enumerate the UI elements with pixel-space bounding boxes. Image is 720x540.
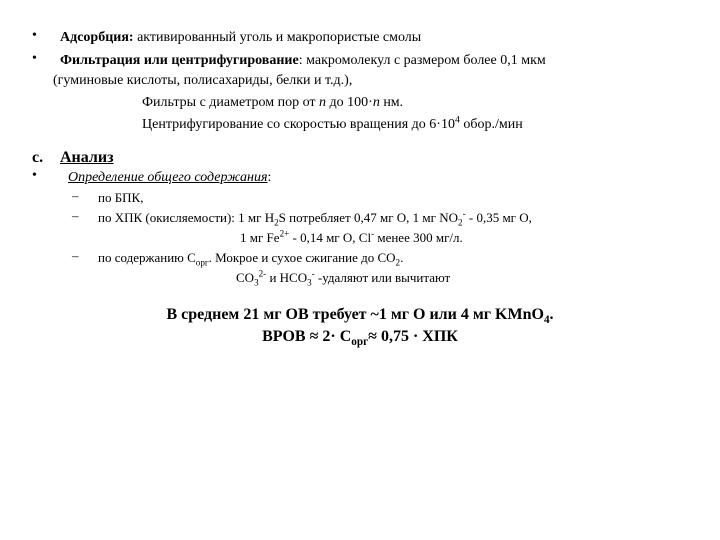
dash-icon: – bbox=[72, 208, 79, 223]
section-c-title: Анализ bbox=[60, 149, 114, 166]
list-item-cont: $CO_3^{2-}$ и $НСО_3^-$ -удаляют или вычитают bbox=[236, 268, 451, 288]
summary-line-1: В среднем 21 мг ОВ требует ~1 мг О или 4 мг KMnО$_4$. bbox=[166, 306, 554, 327]
general-title-line: Определение общего содержания: bbox=[68, 170, 272, 185]
section-c-label: c. bbox=[32, 149, 44, 166]
list-item: по ХПК (окисляемости): 1 мг $H_2S$ потребляет 0,47 мг О, 1 мг $NO_2^- - 0,35$ мг О, bbox=[98, 208, 532, 228]
bullet-icon: • bbox=[32, 51, 37, 66]
adsorption-text: активированный уголь и макропористые смолы bbox=[133, 30, 422, 45]
list-item-cont: 1 мг $Fe^{2+} - 0,14$ мг О, Cl- менее 300 мг/л. bbox=[240, 228, 463, 245]
bullet-icon: • bbox=[32, 28, 37, 43]
general-title: Определение общего содержания bbox=[68, 170, 268, 185]
adsorption-title: Адсорбция: bbox=[60, 30, 134, 45]
centrifuge-line: Центрифугирование со скоростью вращения до $6\cdot 10^4$ обор./мин bbox=[142, 114, 523, 132]
summary-line-2: ВРОВ ≈ $2\cdot С_{орг}\approx 0,75$ · ХПК bbox=[262, 328, 458, 349]
list-item: по содержанию $С_{орг}$. Мокрое и сухое сжигание до $СО_2$. bbox=[98, 250, 404, 268]
bullet-icon: • bbox=[32, 168, 37, 183]
filtration-text: : макромолекул с размером более 0,1 мкм bbox=[298, 53, 546, 68]
filters-line: Фильтры с диаметром пор от n до 100·n нм. bbox=[142, 95, 404, 110]
dash-icon: – bbox=[72, 188, 79, 203]
list-item: по БПК, bbox=[98, 190, 144, 205]
dash-icon: – bbox=[72, 248, 79, 263]
filtration-cont: (гуминовые кислоты, полисахариды, белки и т.д.), bbox=[53, 73, 353, 88]
filtration-line bbox=[60, 51, 546, 71]
filtration-title: Фильтрация или центрифугирование bbox=[60, 53, 299, 68]
adsorption-line bbox=[60, 28, 421, 48]
